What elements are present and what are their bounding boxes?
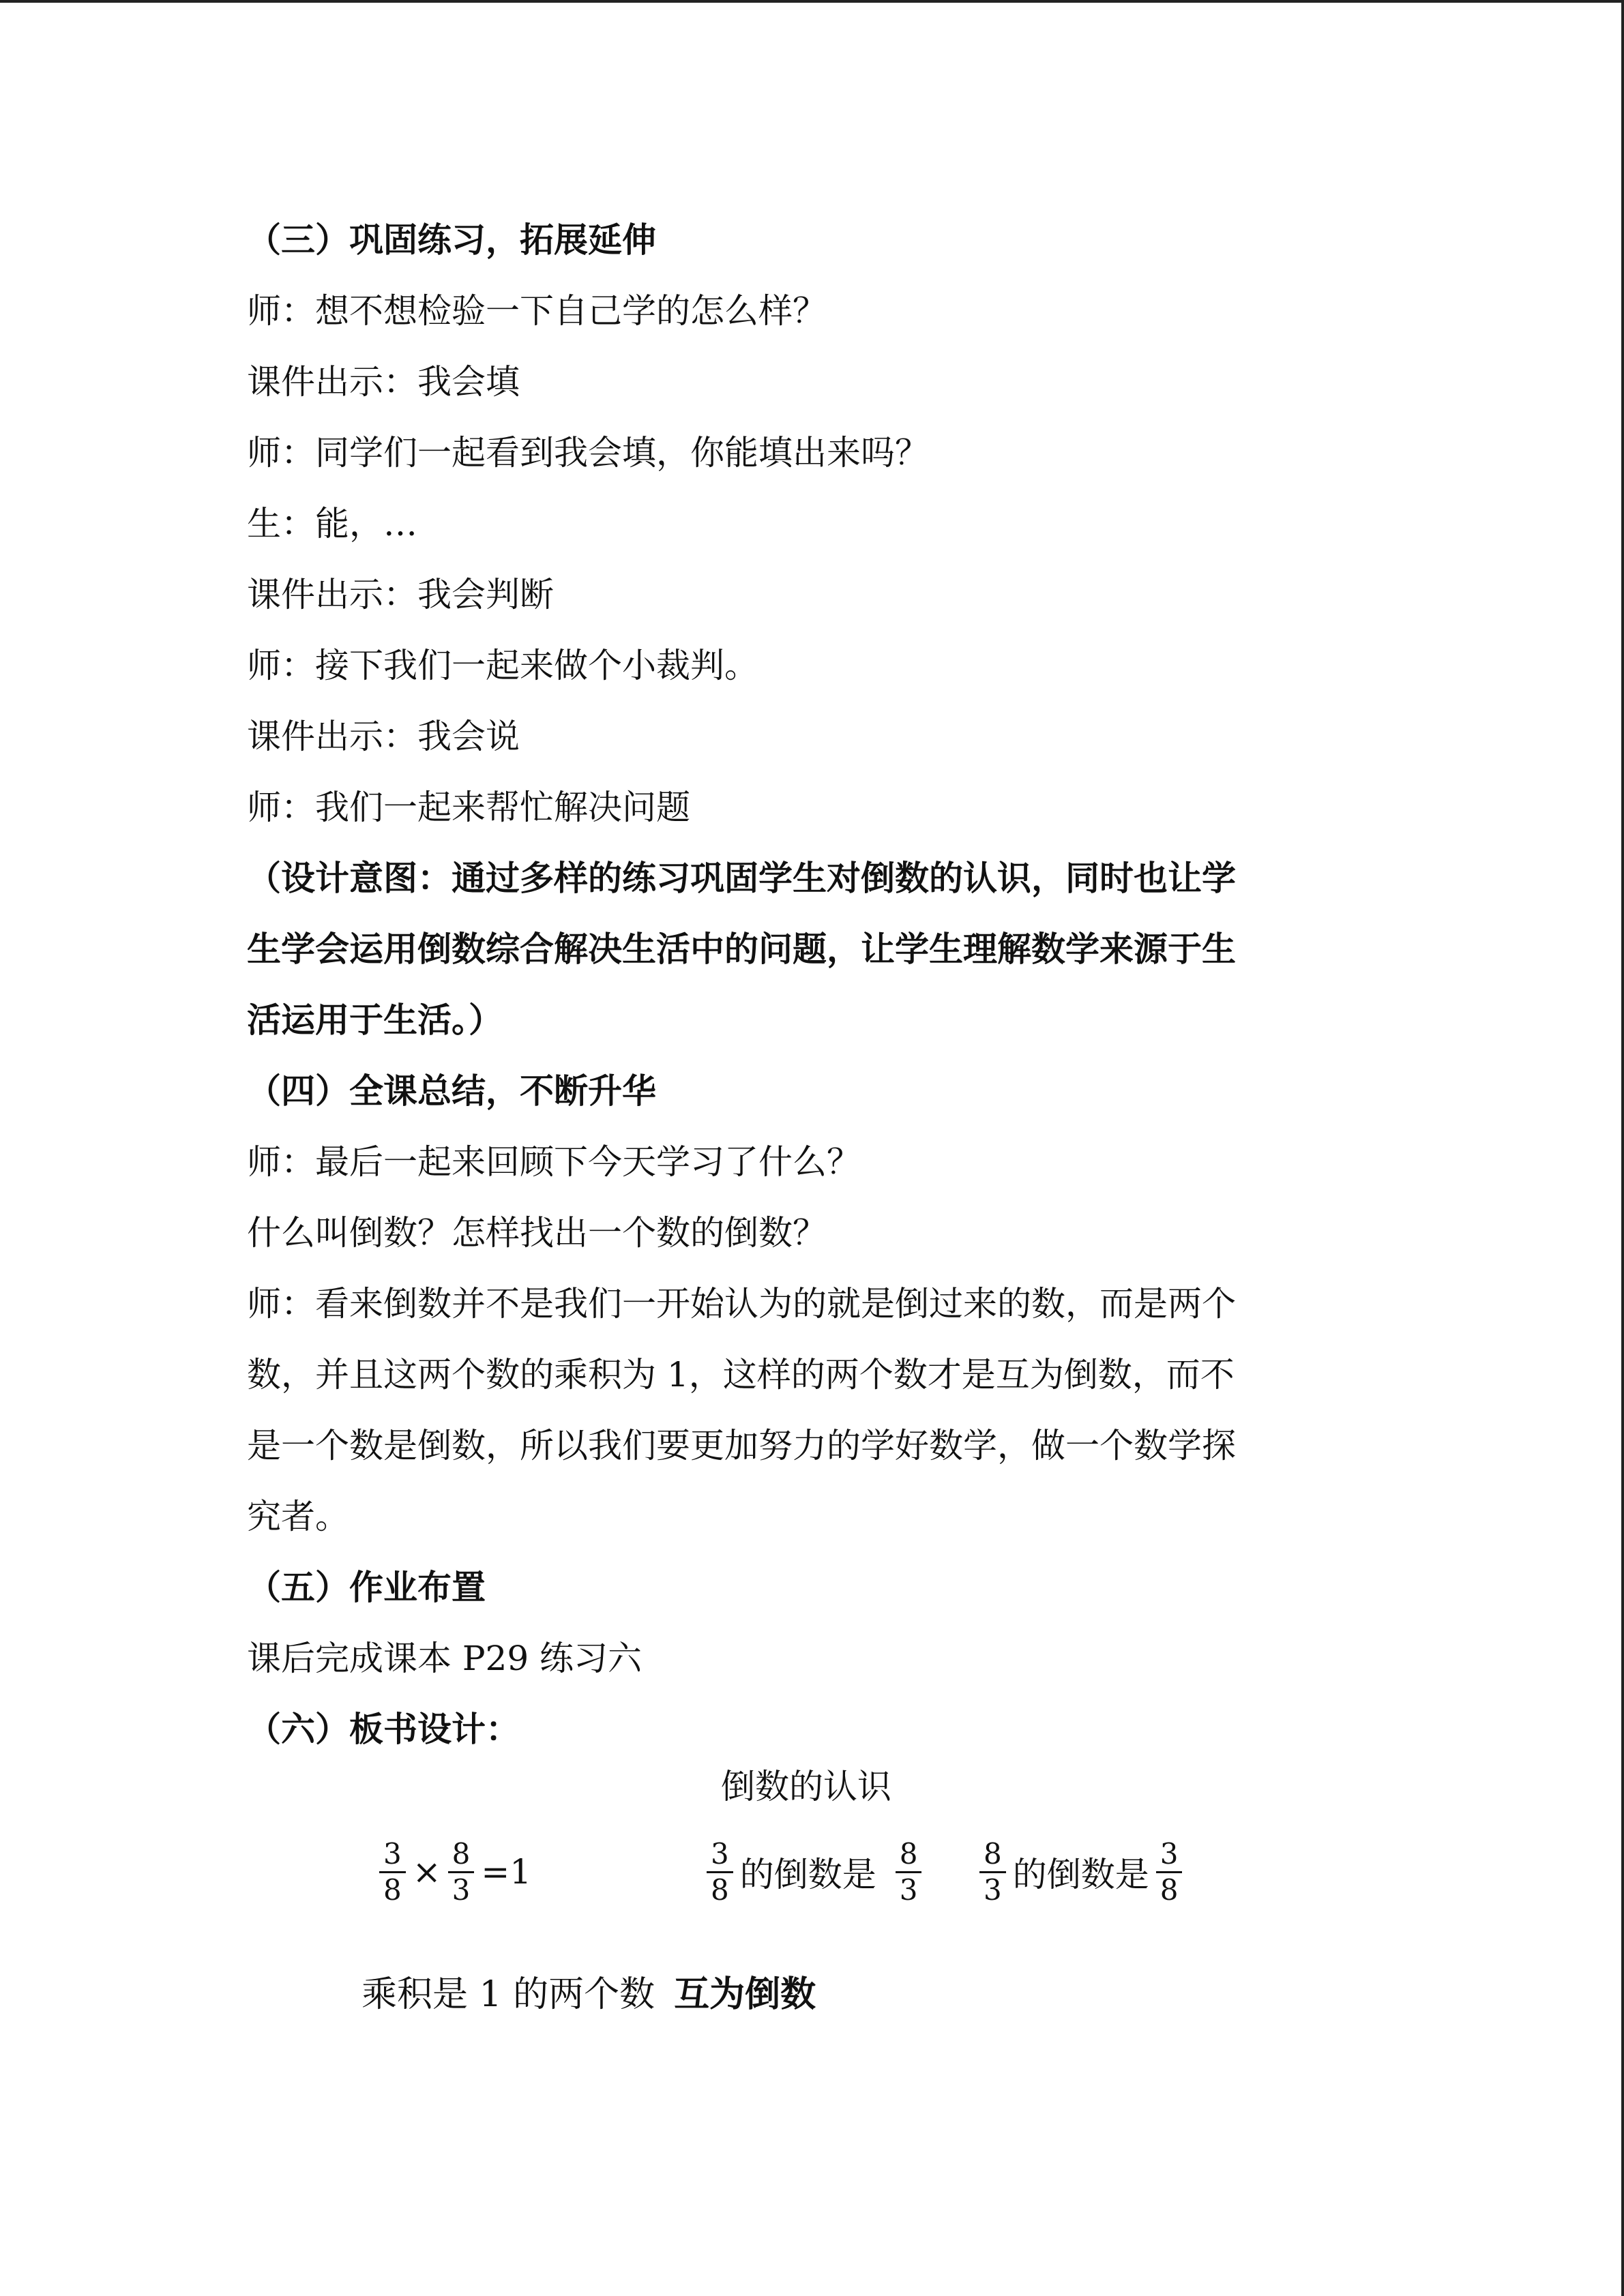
fraction xyxy=(707,1837,733,1907)
numerator: 8 xyxy=(899,1836,918,1870)
section-4-line: 师：最后一起来回顾下今天学习了什么？ xyxy=(247,1142,861,1182)
denominator: 8 xyxy=(1160,1873,1179,1907)
summary-paragraph-line: 数，并且这两个数的乘积为 1，这样的两个数才是互为倒数，而不 xyxy=(247,1355,1235,1395)
section-3-heading: （三）巩固练习，拓展延伸 xyxy=(247,220,656,260)
summary-text: 乘积是 1 的两个数 xyxy=(361,1974,655,2015)
summary-paragraph-line: 师：看来倒数并不是我们一开始认为的就是倒过来的数，而是两个 xyxy=(247,1284,1236,1324)
board-summary xyxy=(361,1971,816,2018)
summary-bold: 互为倒数 xyxy=(674,1973,816,2015)
numerator: 8 xyxy=(984,1836,1002,1870)
section-3-line: 生：能，… xyxy=(247,504,417,543)
fraction xyxy=(979,1837,1006,1907)
section-4-heading: （四）全课总结，不断升华 xyxy=(247,1071,656,1111)
denominator: 8 xyxy=(711,1873,729,1907)
times-sign: × xyxy=(412,1852,441,1892)
section-6-heading: （六）板书设计： xyxy=(247,1709,520,1749)
board-title: 倒数的认识 xyxy=(721,1767,891,1806)
section-3-line: 师：想不想检验一下自己学的怎么样？ xyxy=(247,291,827,331)
fraction xyxy=(896,1837,922,1907)
section-3-line: 师：我们一起来帮忙解决问题 xyxy=(247,788,690,827)
denominator: 3 xyxy=(984,1873,1002,1907)
denominator: 3 xyxy=(452,1873,471,1907)
fraction xyxy=(379,1837,406,1907)
design-intent-line: 活运用于生活。） xyxy=(247,1000,503,1040)
design-intent-line: 生学会运用倒数综合解决生活中的问题，让学生理解数学来源于生 xyxy=(247,929,1236,969)
denominator: 8 xyxy=(383,1873,402,1907)
numerator: 3 xyxy=(1160,1836,1179,1870)
numerator: 8 xyxy=(452,1836,471,1870)
summary-paragraph-line: 是一个数是倒数，所以我们要更加努力的学好数学，做一个数学探 xyxy=(247,1426,1236,1465)
reciprocal-statement-1 xyxy=(704,1828,924,1916)
section-3-line: 课件出示：我会说 xyxy=(247,717,520,756)
section-3-line: 师：同学们一起看到我会填，你能填出来吗？ xyxy=(247,433,929,473)
document-body xyxy=(247,205,1365,1765)
numerator: 3 xyxy=(383,1836,402,1870)
reciprocal-text: 的倒数是 xyxy=(739,1855,876,1894)
reciprocal-statement-2 xyxy=(977,1828,1185,1916)
fraction xyxy=(448,1837,475,1907)
denominator: 3 xyxy=(899,1873,918,1907)
page-right-border xyxy=(1621,0,1624,2296)
section-4-line: 什么叫倒数？怎样找出一个数的倒数？ xyxy=(247,1213,827,1253)
section-5-heading: （五）作业布置 xyxy=(247,1567,486,1607)
summary-paragraph-line: 究者。 xyxy=(247,1497,349,1536)
product-equation xyxy=(377,1828,535,1916)
fraction xyxy=(1156,1837,1183,1907)
equals-one: =1 xyxy=(481,1852,532,1892)
page-top-border xyxy=(0,0,1624,3)
blackboard-design xyxy=(247,1766,1365,2053)
reciprocal-text: 的倒数是 xyxy=(1012,1855,1149,1894)
numerator: 3 xyxy=(711,1836,729,1870)
homework-line: 课后完成课本 P29 练习六 xyxy=(247,1639,643,1678)
section-3-line: 课件出示：我会填 xyxy=(247,362,520,402)
section-3-line: 课件出示：我会判断 xyxy=(247,575,554,614)
design-intent-line: （设计意图：通过多样的练习巩固学生对倒数的认识，同时也让学 xyxy=(247,858,1236,898)
section-3-line: 师：接下我们一起来做个小裁判。 xyxy=(247,646,758,685)
